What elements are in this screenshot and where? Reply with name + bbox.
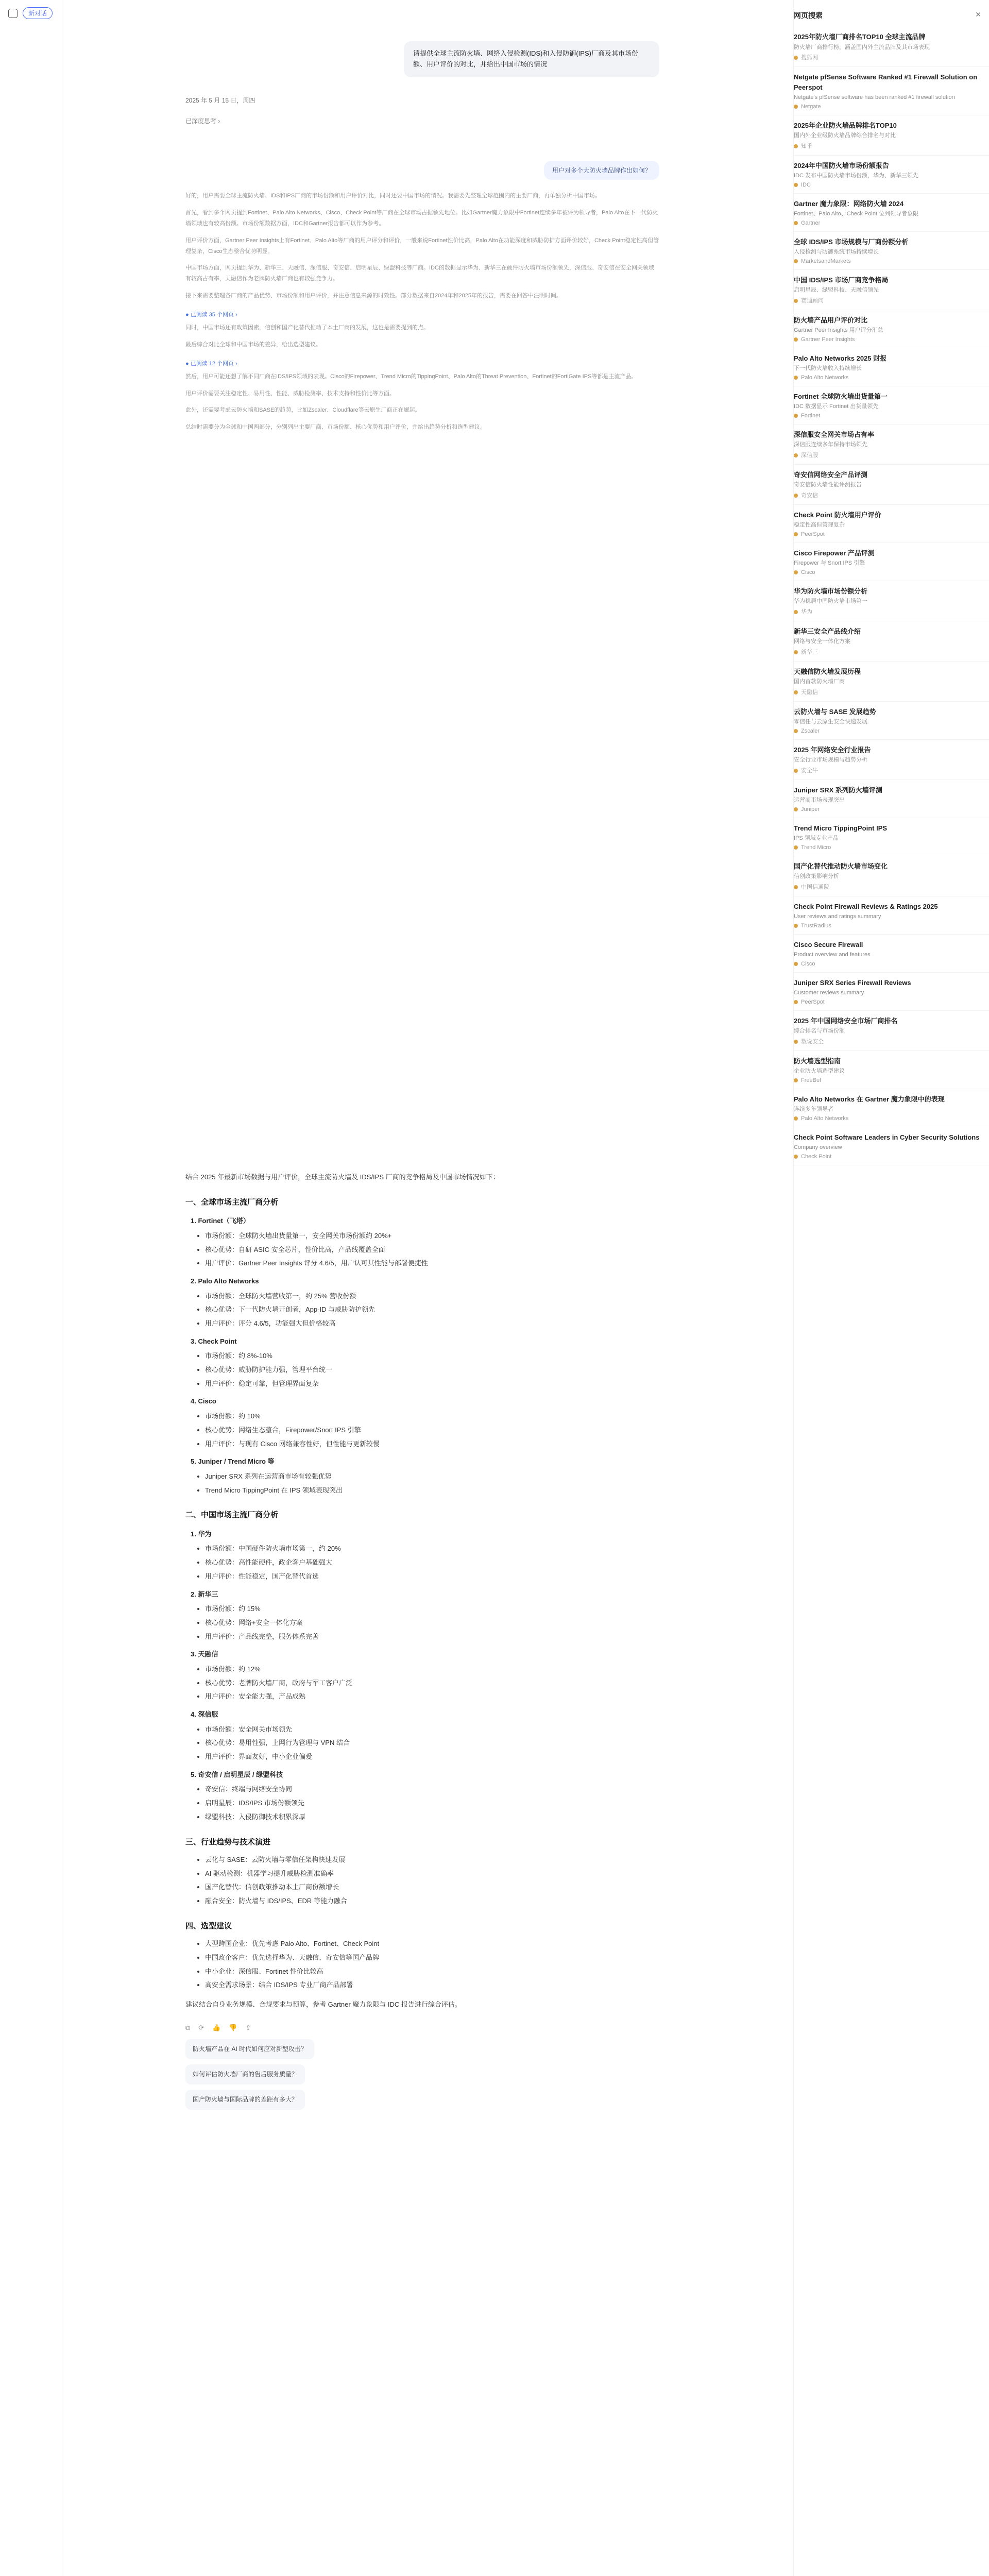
reference-source	[794, 999, 981, 1005]
vendor-detail-item: • 核心优势：老牌防火墙厂商，政府与军工客户广泛	[205, 1677, 659, 1690]
vendor-detail-item: • 用户评价：与现有 Cisco 网络兼容性好，但性能与更新较慢	[205, 1438, 659, 1451]
reference-source-name: FreeBuf	[801, 1077, 822, 1083]
reference-title: Palo Alto Networks 2025 财报	[794, 354, 887, 362]
reference-source	[794, 53, 981, 61]
reference-item[interactable]	[794, 621, 989, 662]
answer-intro: 结合 2025 年最新市场数据与用户评价，全球主流防火墙及 IDS/IPS 厂商的竞争格局及中国市场情况如下：	[185, 1173, 500, 1181]
vendor-name: 1. Fortinet（飞塔）	[191, 1217, 250, 1225]
suggested-question[interactable]: 防火墙产品在 AI 时代如何应对新型攻击？	[185, 2039, 314, 2059]
site-favicon-icon	[794, 144, 798, 148]
reference-snippet: 安全行业市场规模与趋势分析	[794, 757, 867, 763]
reference-source-name: 华为	[801, 608, 812, 615]
reference-source-name: Netgate	[801, 103, 821, 110]
reference-item[interactable]	[794, 740, 989, 780]
vendor-details	[191, 1783, 659, 1823]
site-favicon-icon	[794, 1116, 798, 1121]
share-icon[interactable]: ⇪	[245, 2023, 251, 2031]
china-vendor-list	[185, 1528, 659, 1824]
site-favicon-icon	[794, 221, 798, 225]
reference-item[interactable]	[794, 702, 989, 740]
site-favicon-icon	[794, 650, 798, 654]
vendor-detail-item: • 市场份额：约 12%	[205, 1663, 659, 1676]
reference-item[interactable]	[794, 425, 989, 465]
vendor-detail-item: • 绿盟科技：入侵防御技术积累深厚	[205, 1811, 659, 1824]
vendor-details	[191, 1290, 659, 1330]
reference-title: 天融信防火墙发展历程	[794, 667, 861, 675]
reference-source-name: Palo Alto Networks	[801, 374, 849, 381]
reference-item[interactable]	[794, 935, 989, 973]
reference-source	[794, 806, 981, 812]
reference-source	[794, 569, 981, 575]
reference-snippet: Company overview	[794, 1144, 842, 1150]
thumbs-up-icon[interactable]: 👍	[212, 2023, 221, 2031]
vendor-detail-item: • 市场份额：全球防火墙营收第一，约 25% 营收份额	[205, 1290, 659, 1303]
reference-title: Trend Micro TippingPoint IPS	[794, 824, 888, 832]
reference-title: 2025 年中国网络安全市场厂商排名	[794, 1016, 898, 1025]
suggested-question[interactable]: 如何评估防火墙厂商的售后服务质量？	[185, 2064, 305, 2084]
reference-source-name: Cisco	[801, 569, 815, 575]
sidebar-top	[0, 0, 62, 26]
reference-source-name: MarketsandMarkets	[801, 258, 851, 264]
reference-title: Palo Alto Networks 在 Gartner 魔力象限中的表现	[794, 1095, 945, 1103]
reference-source-name: 搜狐网	[801, 55, 818, 61]
reference-snippet: Gartner Peer Insights 用户评分汇总	[794, 327, 883, 333]
vendor-name: 5. Juniper / Trend Micro 等	[191, 1458, 275, 1466]
reference-source	[794, 413, 981, 419]
reference-title: Check Point Software Leaders in Cyber Security Solutions	[794, 1133, 980, 1141]
reference-snippet: 入侵检测与防御系统市场持续增长	[794, 249, 879, 255]
vendor-name: 3. 天融信	[191, 1650, 218, 1658]
reference-item[interactable]	[794, 1051, 989, 1089]
advice-item: • 中国政企客户：优先选择华为、天融信、奇安信等国产品牌	[205, 1952, 659, 1964]
reference-item[interactable]	[794, 67, 989, 115]
reference-item[interactable]	[794, 232, 989, 270]
reference-source	[794, 1115, 981, 1122]
vendor-detail-item: • 启明星辰：IDS/IPS 市场份额领先	[205, 1797, 659, 1810]
closing-note: 建议结合自身业务规模、合规要求与预算，参考 Gartner 魔力象限与 IDC 报告进行综合评估。	[185, 2001, 462, 2008]
reference-item[interactable]	[794, 1127, 989, 1165]
close-icon[interactable]: ✕	[975, 10, 981, 19]
reference-snippet: 连续多年领导者	[794, 1106, 833, 1112]
site-favicon-icon	[794, 729, 798, 733]
reference-title: 华为防火墙市场份额分析	[794, 587, 868, 595]
vendor-detail-item: • 用户评价：性能稳定，国产化替代首选	[205, 1570, 659, 1583]
reference-snippet: 网络与安全一体化方案	[794, 638, 850, 645]
reference-item[interactable]	[794, 780, 989, 818]
reference-source-name: 天融信	[801, 689, 818, 696]
reference-item[interactable]	[794, 973, 989, 1011]
user-question: 请提供全球主流防火墙、网络入侵检测(IDS)和入侵防御(IPS)厂商及其市场份额、用户评价的对比，并给出中国市场的情况	[404, 41, 659, 77]
reference-source	[794, 451, 981, 459]
reference-snippet: 下一代防火墙收入持续增长	[794, 365, 862, 371]
vendor-detail-item: • 奇安信：终端与网络安全协同	[205, 1783, 659, 1796]
reference-source	[794, 844, 981, 851]
reference-snippet: Fortinet、Palo Alto、Check Point 位列领导者象限	[794, 211, 919, 217]
reference-snippet: Firepower 与 Snort IPS 引擎	[794, 560, 865, 566]
site-favicon-icon	[794, 1000, 798, 1004]
reasoning-block	[185, 191, 659, 439]
vendor-detail-item: • Juniper SRX 系列在运营商市场有较强优势	[205, 1470, 659, 1483]
site-favicon-icon	[794, 183, 798, 187]
question-tag: 用户对多个大防火墙品牌作出如何？	[544, 161, 659, 180]
vendor-name: 4. 深信服	[191, 1710, 218, 1718]
vendor-name: 5. 奇安信 / 启明星辰 / 绿盟科技	[191, 1770, 283, 1778]
reference-title: 云防火墙与 SASE 发展趋势	[794, 707, 876, 716]
reference-item[interactable]	[794, 505, 989, 543]
suggestion-list	[185, 2039, 659, 2109]
reference-title: 奇安信网络安全产品评测	[794, 470, 868, 479]
site-favicon-icon	[794, 570, 798, 574]
reference-source-name: Gartner Peer Insights	[801, 336, 855, 343]
reference-source	[794, 531, 981, 537]
site-favicon-icon	[794, 376, 798, 380]
site-favicon-icon	[794, 56, 798, 60]
copy-icon[interactable]: ⧉	[185, 2023, 191, 2031]
reference-source	[794, 142, 981, 150]
reference-title: 深信服安全网关市场占有率	[794, 430, 875, 438]
reasoning-paragraph: 同时，中国市场还有政策因素，信创和国产化替代推动了本土厂商的发展，这也是需要提到的点。	[185, 325, 429, 331]
vendor-details	[191, 1603, 659, 1643]
reference-snippet: 综合排名与市场份额	[794, 1028, 845, 1034]
vendor-detail-item: • 核心优势：网络生态整合，Firepower/Snort IPS 引擎	[205, 1424, 659, 1437]
answer-block	[185, 1164, 659, 2115]
left-sidebar	[0, 0, 62, 2576]
reference-source-name: Trend Micro	[801, 844, 831, 851]
site-favicon-icon	[794, 885, 798, 889]
reference-source	[794, 491, 981, 499]
reference-item[interactable]	[794, 896, 989, 935]
reference-snippet: IDC 数据显示 Fortinet 出货量领先	[794, 403, 879, 410]
reference-title: 全球 IDS/IPS 市场规模与厂商份额分析	[794, 238, 909, 246]
reference-title: 新华三安全产品线介绍	[794, 627, 861, 635]
section-title: 四、选型建议	[185, 1921, 232, 1930]
reference-title: 2025年防火墙厂商排名TOP10 全球主流品牌	[794, 33, 926, 41]
thinking-toggle[interactable]: 已深度思考 ›	[185, 117, 220, 125]
answer-actions	[185, 2022, 659, 2035]
reference-item[interactable]	[794, 156, 989, 194]
reference-source-name: PeerSpot	[801, 998, 825, 1005]
trend-item: • AI 驱动检测：机器学习提升威胁检测准确率	[205, 1868, 659, 1880]
reference-title: Cisco Firepower 产品评测	[794, 549, 875, 557]
reference-snippet: Netgate's pfSense software has been ranked #1 firewall solution	[794, 94, 955, 100]
reference-snippet: IPS 领域专业产品	[794, 835, 839, 841]
reference-source-name: 新华三	[801, 649, 818, 655]
site-favicon-icon	[794, 105, 798, 109]
reasoning-paragraph: 接下来需要整理各厂商的产品优势、市场份额和用户评价，并注意信息来源的时效性。部分数据来自2024年和2025年的报告，需要在回答中注明时间。	[185, 293, 562, 299]
site-favicon-icon	[794, 453, 798, 457]
reference-badge[interactable]: ● 已阅读 35 个网页 ›	[185, 312, 237, 318]
site-favicon-icon	[794, 259, 798, 263]
reference-title: Fortinet 全球防火墙出货量第一	[794, 392, 888, 400]
reference-item[interactable]	[794, 386, 989, 425]
reasoning-paragraph: 此外，还需要考虑云防火墙和SASE的趋势，比如Zscaler、Cloudflare等云原生厂商正在崛起。	[185, 407, 421, 414]
reference-source	[794, 607, 981, 616]
reference-title: 2025 年网络安全行业报告	[794, 745, 871, 754]
reference-snippet: 国内首款防火墙厂商	[794, 679, 845, 685]
reference-snippet: Product overview and features	[794, 952, 871, 958]
vendor-details	[191, 1230, 659, 1270]
site-favicon-icon	[794, 924, 798, 928]
reasoning-paragraph: 用户评价方面，Gartner Peer Insights上有Fortinet、Palo Alto等厂商的用户评分和评价，一般来说Fortinet性价比高，Palo Alto在功能深度和威胁防护方面评价较好，Check Point稳定性高但管理复杂，Cisco生态整合优势明显。	[185, 237, 659, 255]
reference-source-name: Palo Alto Networks	[801, 1115, 849, 1122]
reference-source	[794, 258, 981, 264]
reference-source	[794, 296, 981, 304]
reference-item[interactable]	[794, 1011, 989, 1051]
vendor-detail-item: • 核心优势：易用性强，上网行为管理与 VPN 结合	[205, 1737, 659, 1750]
reference-snippet: 奇安信防火墙性能评测报告	[794, 482, 862, 488]
reference-source-name: Zscaler	[801, 727, 820, 734]
vendor-name: 2. Palo Alto Networks	[191, 1277, 259, 1285]
reference-title: 防火墙选型指南	[794, 1057, 841, 1065]
trend-item: • 国产化替代：信创政策推动本土厂商份额增长	[205, 1881, 659, 1894]
reasoning-paragraph: 然后，用户可能还想了解不同厂商在IDS/IPS领域的表现。Cisco的Firepower、Trend Micro的TippingPoint、Palo Alto的Threat Prevention、Fortinet的FortiGate IPS等都是主流产品。	[185, 373, 637, 380]
reference-source	[794, 104, 981, 110]
reference-title: Juniper SRX Series Firewall Reviews	[794, 978, 911, 987]
vendor-name: 1. 华为	[191, 1530, 212, 1538]
vendor-detail-item: • Trend Micro TippingPoint 在 IPS 领域表现突出	[205, 1484, 659, 1497]
reference-snippet: 信创政策影响分析	[794, 873, 839, 879]
vendor-name: 3. Check Point	[191, 1337, 237, 1345]
refresh-icon[interactable]: ⟳	[198, 2023, 204, 2031]
reference-source	[794, 182, 981, 188]
reference-source-name: IDC	[801, 181, 811, 188]
search-results-panel	[793, 0, 989, 2576]
section-title: 三、行业趋势与技术演进	[185, 1837, 271, 1846]
reference-source-name: Gartner	[801, 219, 821, 226]
reference-item[interactable]	[794, 1089, 989, 1127]
reference-source-name: PeerSpot	[801, 531, 825, 537]
reference-title: 2025年企业防火墙品牌排名TOP10	[794, 121, 897, 129]
reference-source-name: Juniper	[801, 806, 820, 812]
reference-title: Cisco Secure Firewall	[794, 940, 863, 948]
section-title: 一、全球市场主流厂商分析	[185, 1197, 279, 1207]
advice-item: • 高安全需求场景：结合 IDS/IPS 专业厂商产品部署	[205, 1979, 659, 1992]
site-favicon-icon	[794, 690, 798, 694]
chat-main	[165, 0, 680, 2576]
reference-source	[794, 766, 981, 774]
new-chat-button[interactable]: 新对话	[23, 7, 53, 19]
reference-snippet: 防火墙厂商排行榜，涵盖国内外主流品牌及其市场表现	[794, 44, 930, 50]
vendor-details	[191, 1543, 659, 1583]
vendor-detail-item: • 用户评价：界面友好，中小企业偏爱	[205, 1751, 659, 1764]
trend-item: • 融合安全：防火墙与 IDS/IPS、EDR 等能力融合	[205, 1895, 659, 1908]
timestamp: 2025 年 5 月 15 日，周四	[185, 97, 255, 104]
reference-source	[794, 1077, 981, 1083]
site-favicon-icon	[794, 494, 798, 498]
reference-snippet: 零信任与云原生安全快速发展	[794, 719, 867, 725]
vendor-detail-item: • 核心优势：高性能硬件，政企客户基础强大	[205, 1556, 659, 1569]
vendor-detail-item: • 用户评价：安全能力强，产品成熟	[205, 1690, 659, 1703]
vendor-name: 2. 新华三	[191, 1590, 218, 1598]
reference-source	[794, 688, 981, 696]
vendor-detail-item: • 市场份额：全球防火墙出货量第一，安全网关市场份额约 20%+	[205, 1230, 659, 1243]
reasoning-paragraph: 用户评价需要关注稳定性、易用性、性能、威胁检测率、技术支持和性价比等方面。	[185, 390, 395, 397]
panel-title: 网页搜索	[794, 11, 823, 20]
vendor-detail-item: • 用户评价：稳定可靠，但管理界面复杂	[205, 1378, 659, 1391]
advice-list	[191, 1938, 659, 1992]
vendor-detail-item: • 核心优势：下一代防火墙开创者，App-ID 与威胁防护领先	[205, 1303, 659, 1316]
reference-snippet: 稳定性高但管理复杂	[794, 522, 845, 528]
reference-item[interactable]	[794, 581, 989, 621]
reference-title: Juniper SRX 系列防火墙评测	[794, 786, 882, 794]
reference-source	[794, 923, 981, 929]
reference-snippet: 启明星辰、绿盟科技、天融信领先	[794, 287, 879, 293]
panel-header	[794, 0, 989, 27]
trend-item: • 云化与 SASE：云防火墙与零信任架构快速发展	[205, 1854, 659, 1867]
site-favicon-icon	[794, 769, 798, 773]
vendor-detail-item: • 市场份额：约 15%	[205, 1603, 659, 1616]
reference-source	[794, 1154, 981, 1160]
reference-snippet: User reviews and ratings summary	[794, 913, 881, 920]
reference-item[interactable]	[794, 270, 989, 310]
reference-source-name: Fortinet	[801, 412, 821, 419]
reference-list	[794, 27, 989, 1165]
reference-source-name: 数说安全	[801, 1038, 824, 1045]
reference-item[interactable]	[794, 818, 989, 856]
reference-source	[794, 883, 981, 891]
reference-item[interactable]	[794, 856, 989, 896]
site-favicon-icon	[794, 414, 798, 418]
reasoning-paragraph: 首先，看到多个网页提到Fortinet、Palo Alto Networks、Cisco、Check Point等厂商在全球市场占据领先地位。比如Gartner魔力象限中Fortinet连续多年被评为领导者，Palo Alto在下一代防火墙领域也有较高份额。市场份额数据方面，IDC和Gartner报告都可以作为参考。	[185, 209, 658, 227]
reference-item[interactable]	[794, 194, 989, 232]
reference-title: 防火墙产品用户评价对比	[794, 316, 868, 324]
vendor-details	[191, 1410, 659, 1450]
reference-snippet: 华为稳居中国防火墙市场第一	[794, 598, 867, 604]
reference-title: Netgate pfSense Software Ranked #1 Firewall Solution on Peerspot	[794, 73, 978, 91]
sidebar-toggle-icon[interactable]	[8, 9, 18, 18]
thumbs-down-icon[interactable]: 👎	[229, 2023, 237, 2031]
reference-snippet: 运营商市场表现突出	[794, 797, 845, 803]
reference-item[interactable]	[794, 662, 989, 702]
reference-item[interactable]	[794, 348, 989, 386]
reference-source	[794, 961, 981, 967]
site-favicon-icon	[794, 962, 798, 966]
site-favicon-icon	[794, 610, 798, 614]
advice-item: • 大型跨国企业：优先考虑 Palo Alto、Fortinet、Check Point	[205, 1938, 659, 1951]
reasoning-paragraph: 好的，用户需要全球主流防火墙、IDS和IPS厂商的市场份额和用户评价对比，同时还要中国市场的情况。我需要先整理全球范围内的主要厂商，再单独分析中国市场。	[185, 193, 601, 199]
reference-title: Check Point 防火墙用户评价	[794, 511, 881, 519]
reference-source	[794, 375, 981, 381]
reference-source-name: 安全牛	[801, 767, 818, 774]
reference-title: Check Point Firewall Reviews & Ratings 2025	[794, 902, 938, 910]
vendor-detail-item: • 市场份额：约 8%-10%	[205, 1350, 659, 1363]
reference-source-name: 知乎	[801, 143, 812, 149]
reasoning-paragraph: 总结时需要分为全球和中国两部分，分别列出主要厂商、市场份额、核心优势和用户评价，并给出趋势分析和选型建议。	[185, 424, 486, 431]
reasoning-paragraph: 中国市场方面，网页提到华为、新华三、天融信、深信服、奇安信、启明星辰、绿盟科技等厂商。IDC的数据显示华为、新华三在硬件防火墙市场份额领先，深信服、奇安信在安全网关领域有较高占有率，天融信作为老牌防火墙厂商也有较强竞争力。	[185, 265, 654, 282]
vendor-detail-item: • 用户评价：产品线完整，服务体系完善	[205, 1631, 659, 1643]
reference-item[interactable]	[794, 543, 989, 581]
reference-badge[interactable]: ● 已阅读 12 个网页 ›	[185, 360, 237, 367]
reference-source-name: 奇安信	[801, 492, 818, 499]
reference-source	[794, 1037, 981, 1045]
reference-source-name: 中国信通院	[801, 884, 829, 890]
reference-snippet: 国内外企业级防火墙品牌综合排名与对比	[794, 132, 896, 139]
reference-snippet: 深信服连续多年保持市场领先	[794, 442, 867, 448]
vendor-details	[191, 1350, 659, 1390]
vendor-detail-item: • 核心优势：网络+安全一体化方案	[205, 1617, 659, 1630]
reference-title: 2024年中国防火墙市场份额报告	[794, 161, 889, 170]
reference-title: 中国 IDS/IPS 市场厂商竞争格局	[794, 276, 889, 284]
site-favicon-icon	[794, 807, 798, 811]
site-favicon-icon	[794, 337, 798, 342]
reference-snippet: IDC 发布中国防火墙市场份额，华为、新华三领先	[794, 173, 918, 179]
reference-source-name: TrustRadius	[801, 922, 831, 929]
trend-list	[191, 1854, 659, 1908]
vendor-details	[191, 1723, 659, 1764]
global-vendor-list	[185, 1215, 659, 1497]
vendor-detail-item: • 市场份额：安全网关市场领先	[205, 1723, 659, 1736]
reference-item[interactable]	[794, 27, 989, 67]
reference-source	[794, 728, 981, 734]
advice-item: • 中小企业：深信服、Fortinet 性价比较高	[205, 1965, 659, 1978]
reference-snippet: Customer reviews summary	[794, 990, 864, 996]
site-favicon-icon	[794, 532, 798, 536]
site-favicon-icon	[794, 299, 798, 303]
site-favicon-icon	[794, 1155, 798, 1159]
suggested-question[interactable]: 国产防火墙与国际品牌的差距有多大？	[185, 2090, 305, 2110]
reasoning-paragraph: 最后综合对比全球和中国市场的差异，给出选型建议。	[185, 341, 321, 348]
vendor-detail-item: • 用户评价：评分 4.6/5，功能强大但价格较高	[205, 1317, 659, 1330]
vendor-detail-item: • 核心优势：威胁防护能力强，管理平台统一	[205, 1364, 659, 1377]
vendor-name: 4. Cisco	[191, 1397, 216, 1405]
reference-title: Gartner 魔力象限：网络防火墙 2024	[794, 199, 904, 208]
vendor-details	[191, 1470, 659, 1497]
vendor-detail-item: • 用户评价：Gartner Peer Insights 评分 4.6/5，用户认可其性能与部署便捷性	[205, 1257, 659, 1270]
site-favicon-icon	[794, 1078, 798, 1082]
reference-source-name: Check Point	[801, 1153, 832, 1160]
reference-item[interactable]	[794, 115, 989, 156]
reference-snippet: 企业防火墙选型建议	[794, 1068, 845, 1074]
reference-item[interactable]	[794, 465, 989, 505]
reference-title: 国产化替代推动防火墙市场变化	[794, 862, 888, 870]
reference-source	[794, 220, 981, 226]
site-favicon-icon	[794, 1040, 798, 1044]
reference-source-name: 深信服	[801, 452, 818, 459]
vendor-detail-item: • 市场份额：中国硬件防火墙市场第一，约 20%	[205, 1543, 659, 1555]
vendor-detail-item: • 市场份额：约 10%	[205, 1410, 659, 1423]
reference-source-name: Cisco	[801, 960, 815, 967]
vendor-details	[191, 1663, 659, 1703]
vendor-detail-item: • 核心优势：自研 ASIC 安全芯片，性价比高，产品线覆盖全面	[205, 1244, 659, 1257]
reference-item[interactable]	[794, 310, 989, 348]
site-favicon-icon	[794, 845, 798, 850]
reference-source	[794, 648, 981, 656]
section-title: 二、中国市场主流厂商分析	[185, 1511, 279, 1520]
reference-source-name: 赛迪顾问	[801, 297, 824, 304]
reference-source	[794, 336, 981, 343]
